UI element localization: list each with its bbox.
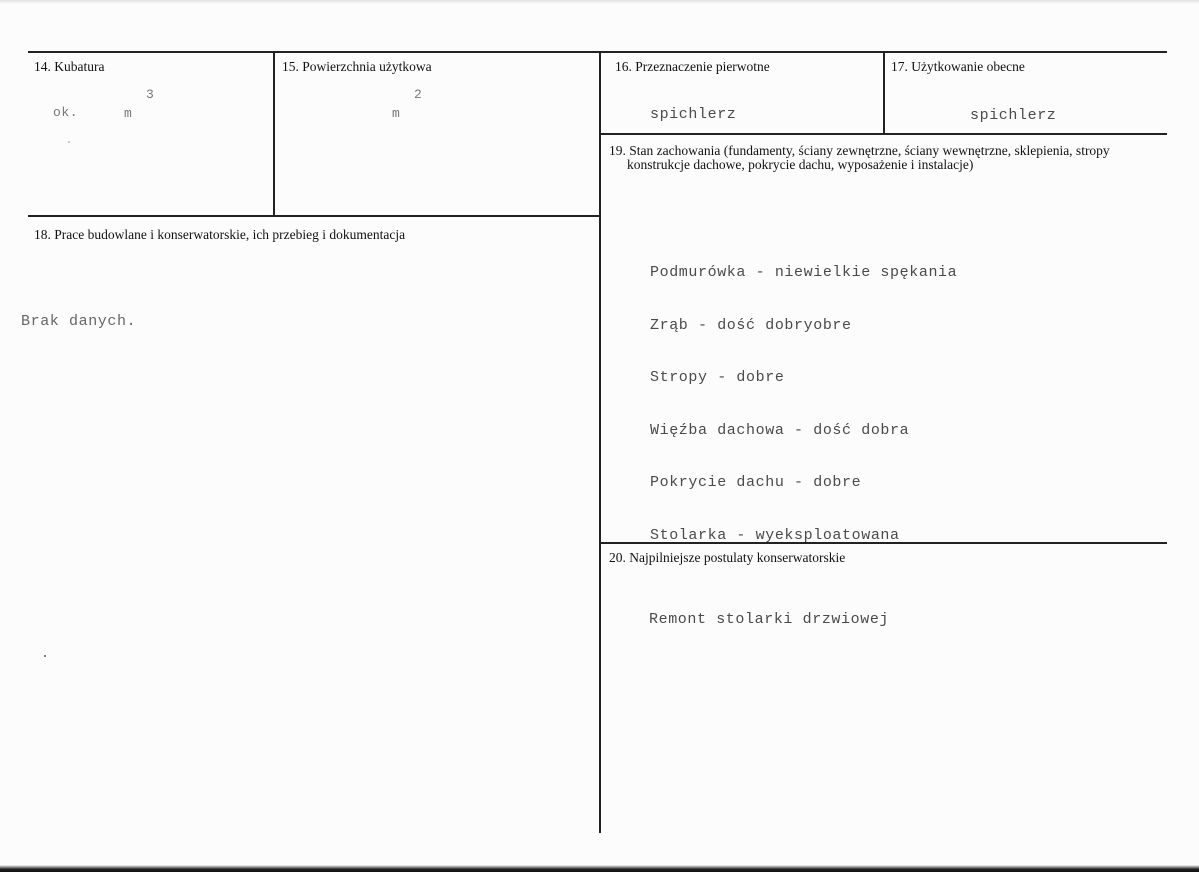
condition-line: Podmurówka - niewielkie spękania <box>650 264 958 281</box>
scan-speck <box>44 655 46 657</box>
condition-line: Pokrycie dachu - dobre <box>650 474 862 491</box>
rule-vertical-center <box>599 51 601 833</box>
field-15-unit: m <box>392 106 401 121</box>
field-15-exponent: 2 <box>414 87 423 102</box>
scan-bottom-edge <box>0 865 1199 872</box>
condition-line: Stropy - dobre <box>650 369 785 386</box>
rule-vertical-16-17 <box>883 51 885 134</box>
field-19-label-line2: konstrukcje dachowe, pokrycie dachu, wyposażenie i instalacje) <box>627 157 974 172</box>
condition-line: Zrąb - dość dobryobre <box>650 316 852 334</box>
field-18-value: Brak danych. <box>21 313 137 330</box>
field-19-condition-list <box>650 229 957 579</box>
field-16-value: spichlerz <box>650 106 737 123</box>
field-19-label-line1: 19. Stan zachowania (fundamenty, ściany zewnętrzne, ściany wewnętrzne, sklepienia, stropy <box>609 143 1110 158</box>
rule-vertical-14-15 <box>273 51 275 216</box>
field-20-label: 20. Najpilniejsze postulaty konserwatorskie <box>609 550 846 565</box>
field-14-unit: m <box>124 106 133 121</box>
condition-line: Stolarka - wyeksploatowana <box>650 526 900 544</box>
field-20-value: Remont stolarki drzwiowej <box>649 611 890 628</box>
field-17-value: spichlerz <box>970 107 1057 124</box>
field-15-label: 15. Powierzchnia użytkowa <box>282 59 432 74</box>
field-17-label: 17. Użytkowanie obecne <box>891 59 1025 74</box>
field-14-exponent: 3 <box>146 87 155 102</box>
field-18-label: 18. Prace budowlane i konserwatorskie, ich przebieg i dokumentacja <box>34 227 406 242</box>
field-14-label: 14. Kubatura <box>34 59 105 74</box>
scan-speck <box>68 141 70 143</box>
field-14-prefix: ok. <box>53 105 79 120</box>
scan-top-edge <box>0 0 1199 4</box>
condition-line: Więźba dachowa - dość dobra <box>650 421 910 439</box>
rule-middle-left <box>28 215 600 217</box>
rule-top <box>28 51 1167 53</box>
field-16-label: 16. Przeznaczenie pierwotne <box>615 59 770 74</box>
